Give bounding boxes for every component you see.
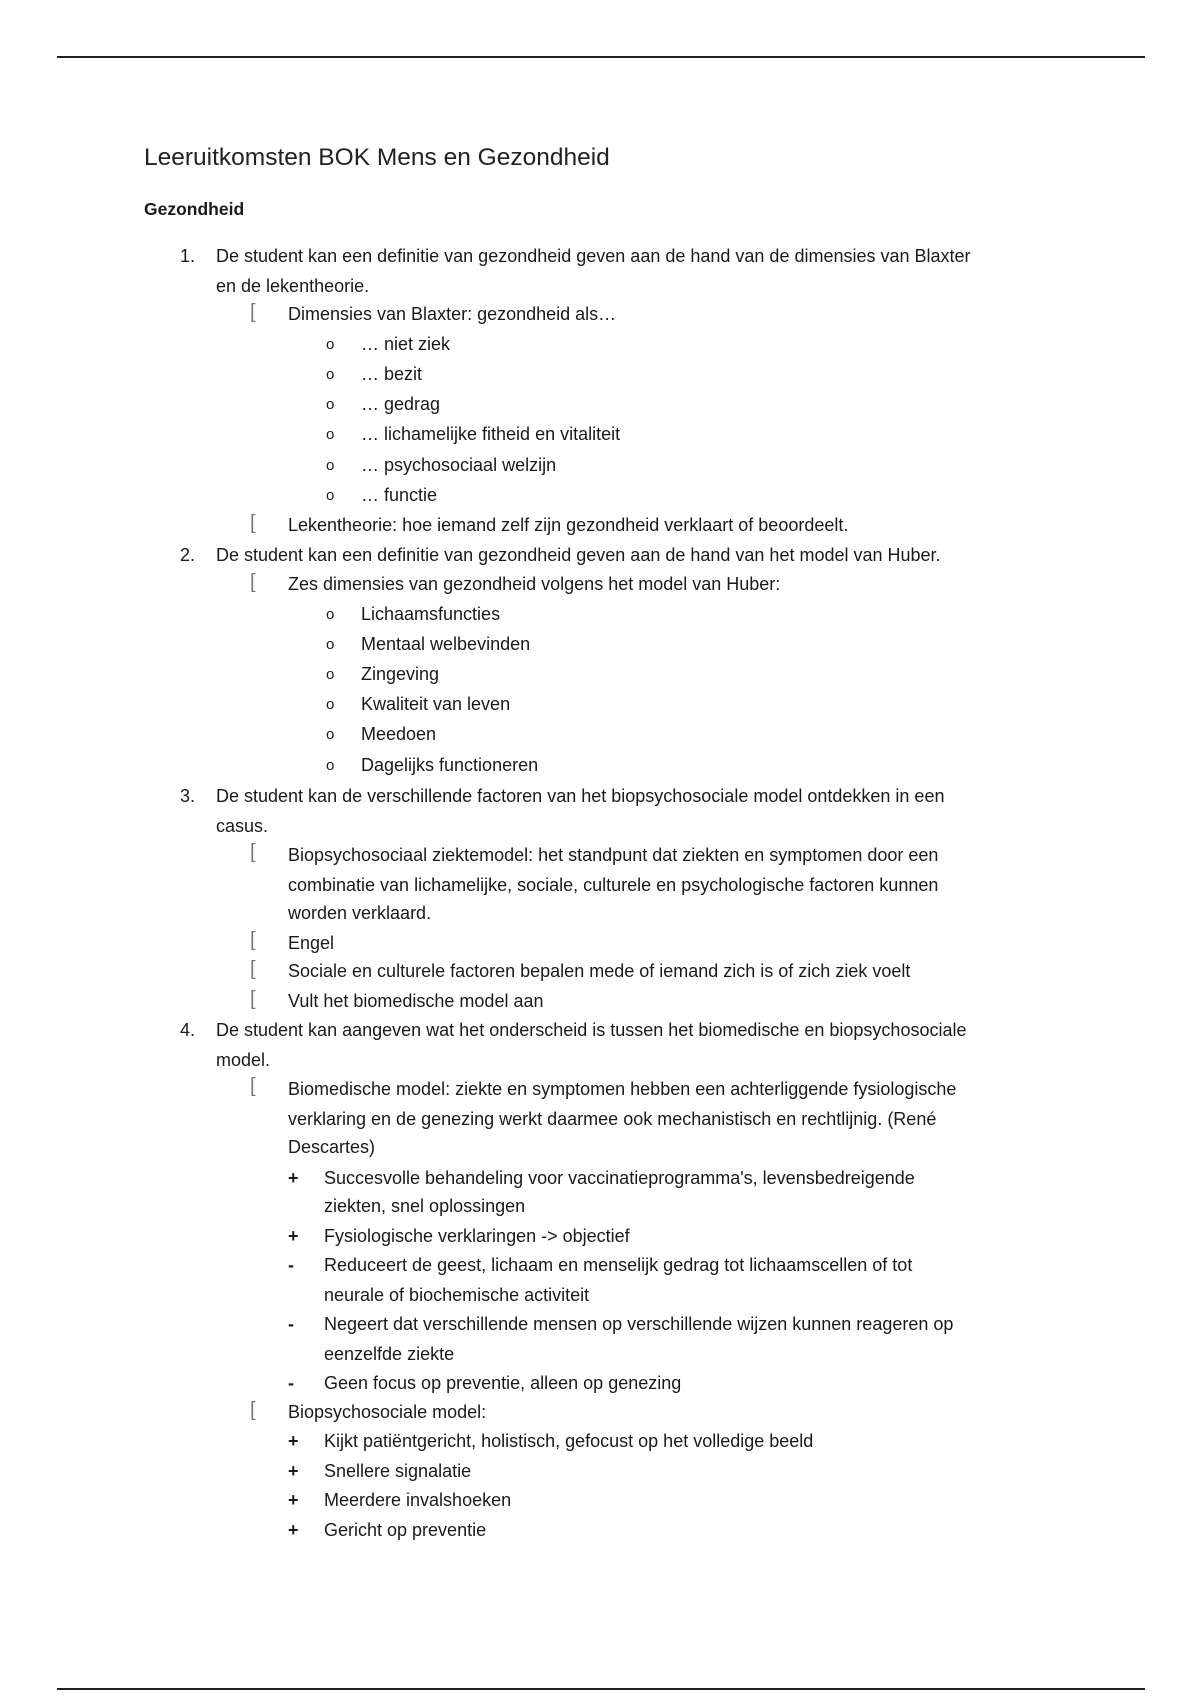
item-text: model. [216,1050,271,1070]
bracket-bullet-icon: [ [250,929,256,951]
minus-icon: - [288,1314,294,1334]
sub-bullet-text: Kwaliteit van leven [361,694,511,714]
circle-bullet-icon: o [326,606,335,623]
pro-text: ziekten, snel oplossingen [324,1196,526,1216]
pro-text: Fysiologische verklaringen -> objectief [324,1226,630,1246]
pro-text: Kijkt patiëntgericht, holistisch, gefocust op het volledige beeld [324,1431,814,1451]
plus-icon: + [288,1168,299,1188]
document-title: Leeruitkomsten BOK Mens en Gezondheid [144,144,610,171]
plus-icon: + [288,1520,299,1540]
circle-bullet-icon: o [326,366,335,383]
bracket-bullet-icon: [ [250,301,256,323]
bracket-bullet-icon: [ [250,958,256,980]
bracket-bullet-icon: [ [250,512,256,534]
top-divider [57,56,1145,58]
item-text: en de lekentheorie. [216,276,370,296]
bracket-bullet-icon: [ [250,988,256,1010]
bullet-text: Vult het biomedische model aan [288,991,544,1011]
circle-bullet-icon: o [326,396,335,413]
con-text: Reduceert de geest, lichaam en menselijk gedrag tot lichaamscellen of tot [324,1255,913,1275]
pro-text: Succesvolle behandeling voor vaccinatieprogramma's, levensbedreigende [324,1168,915,1188]
bullet-text: verklaring en de genezing werkt daarmee ook mechanistisch en rechtlijnig. (René [288,1109,937,1129]
item-text: casus. [216,816,269,836]
bottom-divider [57,1688,1145,1690]
circle-bullet-icon: o [326,336,335,353]
item-number: 3. [180,786,196,806]
bullet-text: Descartes) [288,1137,376,1157]
bullet-text: worden verklaard. [288,903,432,923]
bullet-text: Biopsychosociaal ziektemodel: het standpunt dat ziekten en symptomen door een [288,845,939,865]
con-text: Negeert dat verschillende mensen op verschillende wijzen kunnen reageren op [324,1314,954,1334]
bullet-text: Engel [288,933,335,953]
bullet-text: Biomedische model: ziekte en symptomen hebben een achterliggende fysiologische [288,1079,957,1099]
circle-bullet-icon: o [326,726,335,743]
circle-bullet-icon: o [326,666,335,683]
circle-bullet-icon: o [326,757,335,774]
circle-bullet-icon: o [326,457,335,474]
plus-icon: + [288,1461,299,1481]
pro-text: Meerdere invalshoeken [324,1490,512,1510]
pro-text: Gericht op preventie [324,1520,487,1540]
sub-bullet-text: … gedrag [361,394,441,414]
sub-bullet-text: … psychosociaal welzijn [361,455,557,475]
sub-bullet-text: … functie [361,485,438,505]
circle-bullet-icon: o [326,696,335,713]
item-number: 1. [180,246,196,266]
bullet-text: Dimensies van Blaxter: gezondheid als… [288,304,617,324]
plus-icon: + [288,1490,299,1510]
sub-bullet-text: … niet ziek [361,334,451,354]
item-number: 4. [180,1020,196,1040]
bracket-bullet-icon: [ [250,1399,256,1421]
plus-icon: + [288,1431,299,1451]
bullet-text: Sociale en culturele factoren bepalen mede of iemand zich is of zich ziek voelt [288,961,911,981]
con-text: Geen focus op preventie, alleen op genezing [324,1373,682,1393]
con-text: eenzelfde ziekte [324,1344,455,1364]
bullet-text: Biopsychosociale model: [288,1402,487,1422]
bullet-text: combinatie van lichamelijke, sociale, culturele en psychologische factoren kunnen [288,875,939,895]
bracket-bullet-icon: [ [250,571,256,593]
con-text: neurale of biochemische activiteit [324,1285,590,1305]
sub-bullet-text: Meedoen [361,724,437,744]
item-text: De student kan een definitie van gezondheid geven aan de hand van het model van Huber. [216,545,941,565]
bracket-bullet-icon: [ [250,1075,256,1097]
circle-bullet-icon: o [326,636,335,653]
sub-bullet-text: Dagelijks functioneren [361,755,539,775]
section-heading: Gezondheid [144,199,245,219]
sub-bullet-text: … bezit [361,364,423,384]
pro-text: Snellere signalatie [324,1461,472,1481]
item-number: 2. [180,545,196,565]
bracket-bullet-icon: [ [250,841,256,863]
sub-bullet-text: Mentaal welbevinden [361,634,531,654]
circle-bullet-icon: o [326,487,335,504]
circle-bullet-icon: o [326,426,335,443]
sub-bullet-text: … lichamelijke fitheid en vitaliteit [361,424,621,444]
item-text: De student kan een definitie van gezondheid geven aan de hand van de dimensies van Blaxter [216,246,971,266]
item-text: De student kan aangeven wat het onderscheid is tussen het biomedische en biopsychosociale [216,1020,967,1040]
sub-bullet-text: Lichaamsfuncties [361,604,501,624]
plus-icon: + [288,1226,299,1246]
bullet-text: Lekentheorie: hoe iemand zelf zijn gezondheid verklaart of beoordeelt. [288,515,849,535]
minus-icon: - [288,1255,294,1275]
item-text: De student kan de verschillende factoren van het biopsychosociale model ontdekken in een [216,786,945,806]
minus-icon: - [288,1373,294,1393]
sub-bullet-text: Zingeving [361,664,440,684]
bullet-text: Zes dimensies van gezondheid volgens het model van Huber: [288,574,781,594]
